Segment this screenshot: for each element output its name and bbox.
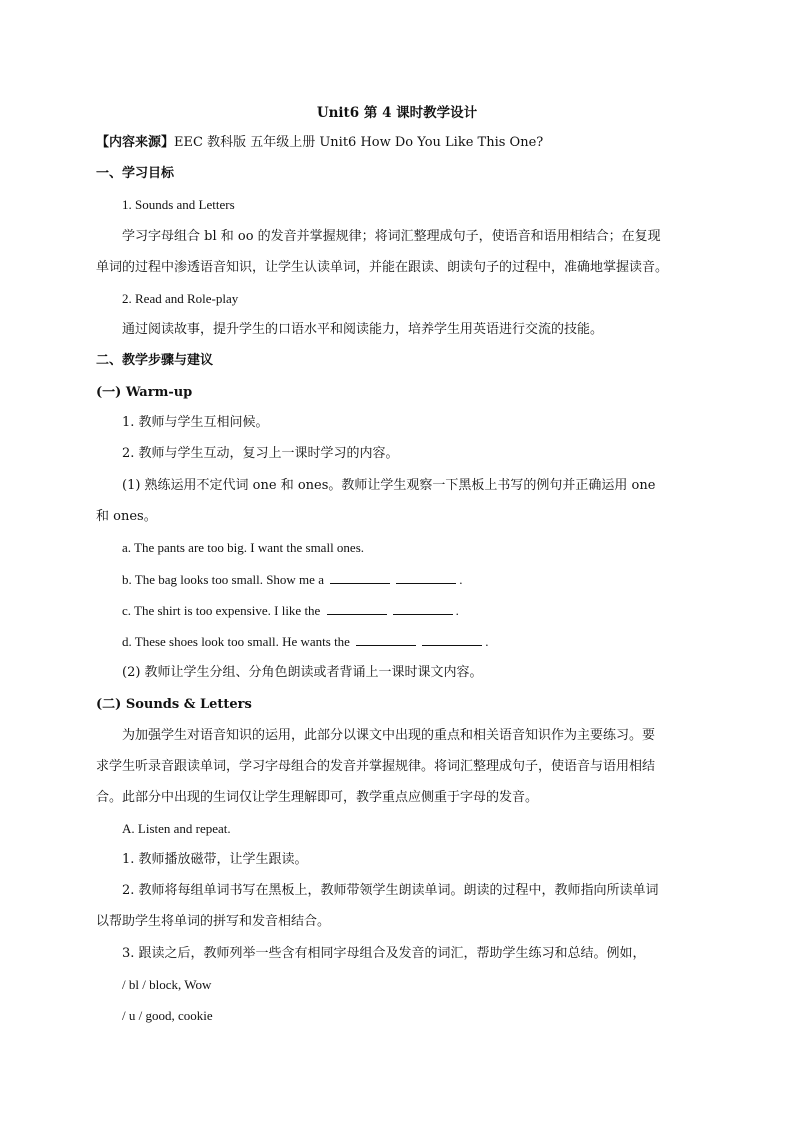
example-c [122,602,459,620]
example-d-text: d. These shoes look too small. He wants the [122,634,350,649]
goal-2-title: 2. Read and Role-play [122,291,239,306]
blank-line [327,602,387,615]
source-label: 【内容来源】 [96,135,175,150]
phonics-example-2: / u / good, cookie [122,1008,213,1023]
blank-line [356,633,416,646]
goal-1-text-line1: 学习字母组合 bl 和 oo 的发音并掌握规律；将词汇整理成句子，使语音和语用相结合；在复现 [122,229,661,244]
end-period: . [459,572,463,587]
example-d [122,633,488,651]
end-period: . [455,603,459,618]
warmup-step-2b: (2) 教师让学生分组、分角色朗读或者背诵上一课时课文内容。 [122,665,483,680]
warmup-step-2a-line1: (1) 熟练运用不定代词 one 和 ones。教师让学生观察一下黑板上书写的例句并正确运用 one [122,478,656,493]
sl-step-1: 1. 教师播放磁带，让学生跟读。 [122,852,308,867]
warmup-heading: (一) Warm-up [96,385,193,400]
end-period: . [485,634,489,649]
blank-line [330,571,390,584]
blank-line [393,602,453,615]
phonics-example-1: / bl / block, Wow [122,977,212,992]
example-c-text: c. The shirt is too expensive. I like the [122,603,321,618]
warmup-step-2a-line2: 和 ones。 [96,509,157,524]
source-text: EEC 教科版 五年级上册 Unit6 How Do You Like This One? [174,135,544,150]
sounds-letters-heading: (二) Sounds & Letters [96,697,252,712]
goal-1-text-line2: 单词的过程中渗透语音知识，让学生认读单词，并能在跟读、朗读句子的过程中，准确地掌握读音。 [96,260,669,275]
doc-title: Unit6 第 4 课时教学设计 [316,105,478,121]
section-heading-steps: 二、教学步骤与建议 [96,353,214,368]
blank-line [396,571,456,584]
section-heading-goals: 一、学习目标 [96,166,175,181]
warmup-step-2: 2. 教师与学生互动，复习上一课时学习的内容。 [122,446,399,461]
example-b-text: b. The bag looks too small. Show me a [122,572,324,587]
sl-step-2-line2: 以帮助学生将单词的拼写和发音相结合。 [96,914,331,929]
sl-paragraph-line3: 合。此部分中出现的生词仅让学生理解即可，教学重点应侧重于字母的发音。 [96,790,539,805]
listen-repeat-title: A. Listen and repeat. [122,821,231,836]
sl-paragraph-line2: 求学生听录音跟读单词，学习字母组合的发音并掌握规律。将词汇整理成句子，使语音与语用相结 [96,759,656,774]
sl-step-3: 3. 跟读之后，教师列举一些含有相同字母组合及发音的词汇，帮助学生练习和总结。例如， [122,946,646,961]
sl-step-2-line1: 2. 教师将每组单词书写在黑板上，教师带领学生朗读单词。朗读的过程中，教师指向所读单词 [122,883,659,898]
sl-paragraph-line1: 为加强学生对语音知识的运用，此部分以课文中出现的重点和相关语音知识作为主要练习。要 [122,728,656,743]
example-a: a. The pants are too big. I want the small ones. [122,540,365,555]
blank-line [422,633,482,646]
content-source [96,134,543,152]
goal-2-text: 通过阅读故事，提升学生的口语水平和阅读能力，培养学生用英语进行交流的技能。 [122,322,604,337]
warmup-step-1: 1. 教师与学生互相问候。 [122,415,269,430]
goal-1-title: 1. Sounds and Letters [122,197,235,212]
example-b [122,571,462,589]
